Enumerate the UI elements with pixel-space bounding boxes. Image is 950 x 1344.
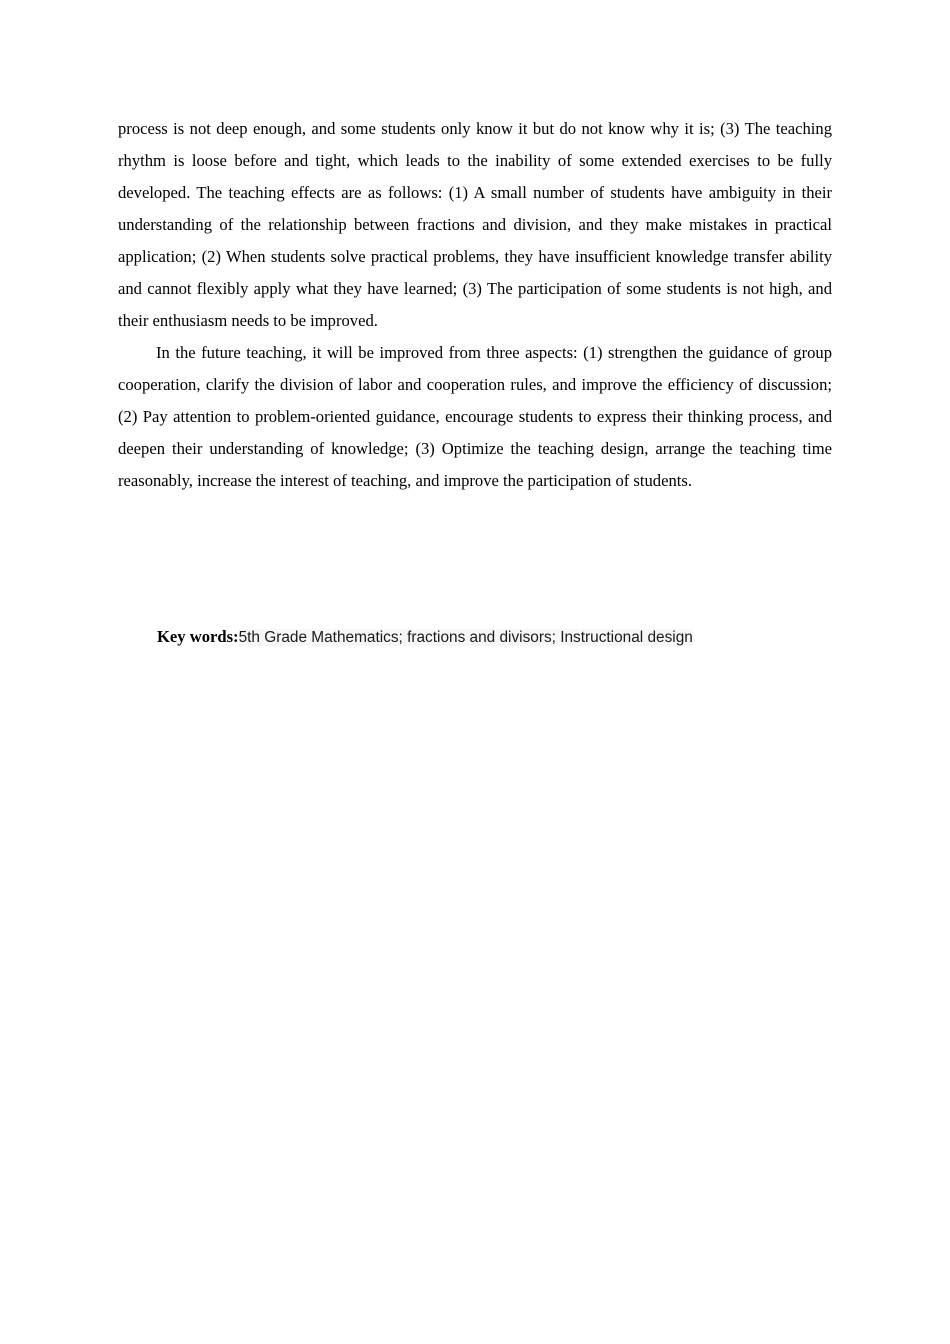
keywords-block [118, 625, 832, 650]
keywords-label: Key words: [157, 627, 239, 646]
body-paragraph-continued: process is not deep enough, and some students only know it but do not know why it is; (3) The teaching rhythm is loose before and tight, which leads to the inability of some extended exercises to be fully developed. The teaching effects are as follows: (1) A small number of students have ambiguity in their understanding of the relationship between fractions and division, and they make mistakes in practical application; (2) When students solve practical problems, they have insufficient knowledge transfer ability and cannot flexibly apply what they have learned; (3) The participation of some students is not high, and their enthusiasm needs to be improved. [118, 119, 832, 330]
keywords-line [118, 625, 832, 650]
keywords-value: 5th Grade Mathematics; fractions and divisors; Instructional design [238, 629, 693, 646]
body-paragraph-future-teaching: In the future teaching, it will be improved from three aspects: (1) strengthen the guidance of group cooperation, clarify the division of labor and cooperation rules, and improve the efficiency of discussion; (2) Pay attention to problem-oriented guidance, encourage students to express their thinking process, and deepen their understanding of knowledge; (3) Optimize the teaching design, arrange the teaching time reasonably, increase the interest of teaching, and improve the participation of students. [118, 343, 832, 490]
body-text-column [118, 113, 832, 497]
